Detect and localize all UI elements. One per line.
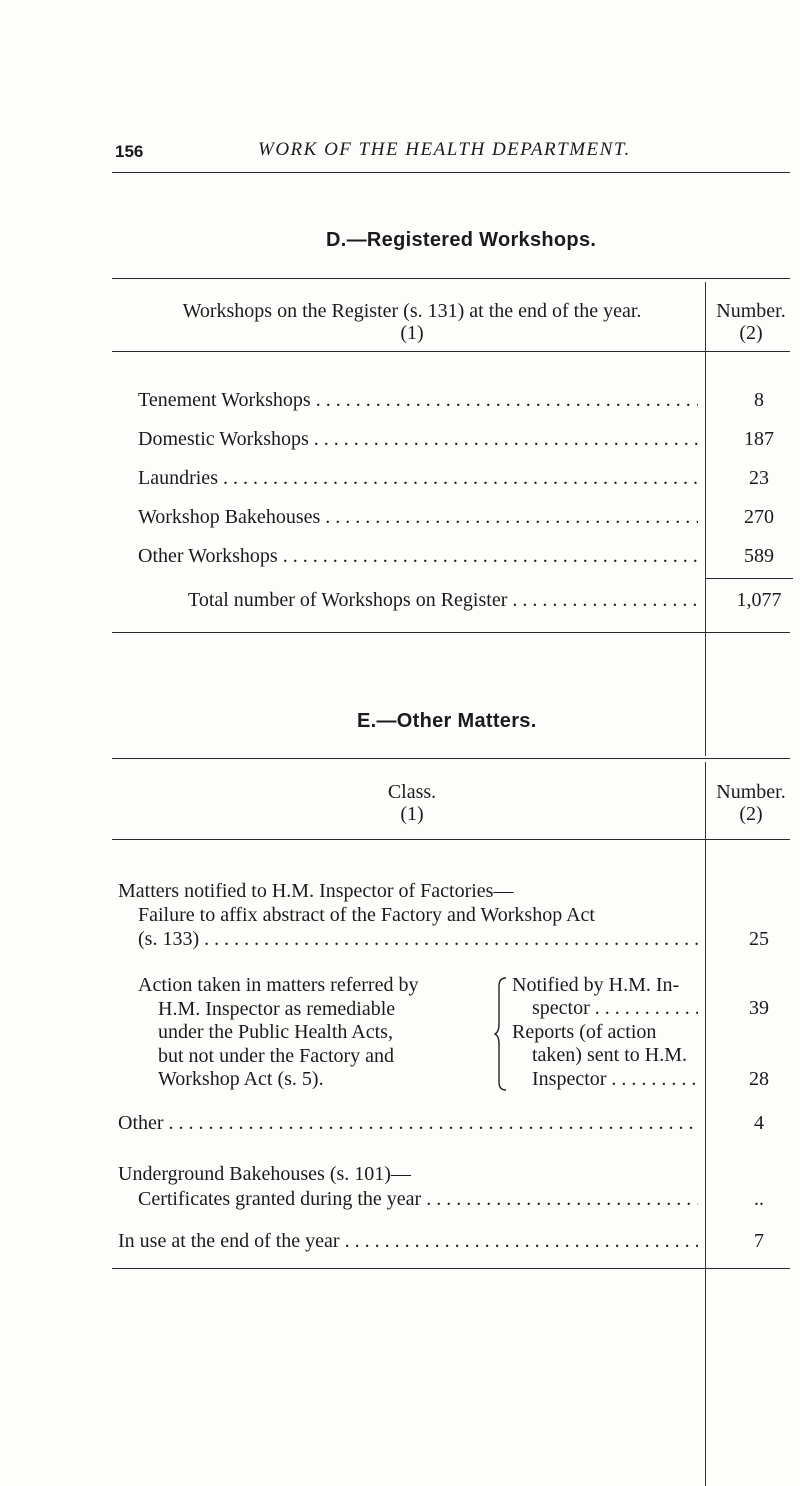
reports-line-2: taken) sent to H.M. <box>532 1044 687 1066</box>
action-line: H.M. Inspector as remediable <box>158 997 396 1020</box>
notified-value: 39 <box>749 997 769 1019</box>
reports-value: 28 <box>749 1068 769 1090</box>
table-d-bottom-rule <box>112 632 790 633</box>
table-d-row-value: 23 <box>749 467 769 489</box>
table-d-total-value: 1,077 <box>736 589 782 611</box>
reports-line-3: Inspector . . . <box>532 1068 698 1091</box>
other-label: Other . . . <box>118 1112 698 1135</box>
table-d-header-rule <box>112 351 790 352</box>
page-number: 156 <box>115 142 144 161</box>
notified-line-2: spector . . . <box>532 997 698 1020</box>
table-d-row-label: Tenement Workshops . . . <box>138 389 698 412</box>
table-d-row-label: Other Workshops . . . <box>138 545 698 568</box>
table-d-col2-header-text: Number. <box>716 300 786 322</box>
table-e-col2-header-text: Number. <box>716 781 786 803</box>
certificates-value: .. <box>754 1188 764 1210</box>
table-d-top-rule <box>112 278 790 279</box>
running-title: WORK OF THE HEALTH DEPARTMENT. <box>258 139 631 160</box>
table-d-row-label: Domestic Workshops . . . <box>138 428 698 451</box>
table-d-row-value: 589 <box>744 545 774 567</box>
certificates-label: Certificates granted during the year . . . <box>138 1188 698 1211</box>
table-d-column-divider <box>705 282 706 756</box>
table-e-col2-index: (2) <box>739 803 763 825</box>
table-d-col2-index: (2) <box>739 322 763 344</box>
table-d-row-value: 8 <box>754 389 764 411</box>
action-taken-block <box>138 974 418 1092</box>
action-line: Workshop Act (s. 5). <box>158 1068 324 1090</box>
table-d-col1-header-text: Workshops on the Register (s. 131) at the end of the year. <box>182 300 642 322</box>
table-d-row-value: 270 <box>744 506 774 528</box>
action-line: under the Public Health Acts, <box>158 1021 393 1043</box>
table-d-sum-rule <box>705 578 793 579</box>
in-use-label: In use at the end of the year . . . <box>118 1230 698 1253</box>
table-e-col1-header-text: Class. <box>387 781 437 803</box>
reports-line-1: Reports (of action <box>512 1021 657 1043</box>
curly-brace-icon <box>494 976 508 1092</box>
header-rule <box>112 172 790 173</box>
underground-heading: Underground Bakehouses (s. 101)— <box>118 1163 411 1185</box>
table-d-col1-header <box>118 300 706 344</box>
table-e-bottom-rule <box>112 1268 790 1269</box>
table-e-column-divider <box>705 762 706 1486</box>
table-d-row-value: 187 <box>744 428 774 450</box>
table-d-total-label: Total number of Workshops on Register . . . <box>188 589 698 612</box>
action-line: but not under the Factory and <box>158 1044 395 1067</box>
failure-line-1: Failure to affix abstract of the Factory and Workshop Act <box>138 904 595 926</box>
table-e-col2-header <box>706 781 796 825</box>
table-d-row-label: Workshop Bakehouses . . . <box>138 506 698 529</box>
other-value: 4 <box>754 1112 764 1134</box>
table-e-col1-index: (1) <box>400 803 424 825</box>
table-d-col2-header <box>706 300 796 344</box>
notified-heading: Matters notified to H.M. Inspector of Factories— <box>118 880 514 902</box>
in-use-value: 7 <box>754 1230 764 1252</box>
table-e-top-rule <box>112 758 790 759</box>
table-d-col1-index: (1) <box>400 322 424 344</box>
table-d-row-label: Laundries . . . <box>138 467 698 490</box>
section-d-title: D.—Registered Workshops. <box>326 229 597 251</box>
failure-line-2: (s. 133) . . . <box>138 928 698 951</box>
failure-value: 25 <box>749 928 769 950</box>
table-e-col1-header <box>118 781 706 825</box>
action-line: Action taken in matters referred by <box>138 974 419 996</box>
section-e-title: E.—Other Matters. <box>357 710 537 732</box>
table-e-header-rule <box>112 839 790 840</box>
notified-line-1: Notified by H.M. In- <box>512 974 680 996</box>
